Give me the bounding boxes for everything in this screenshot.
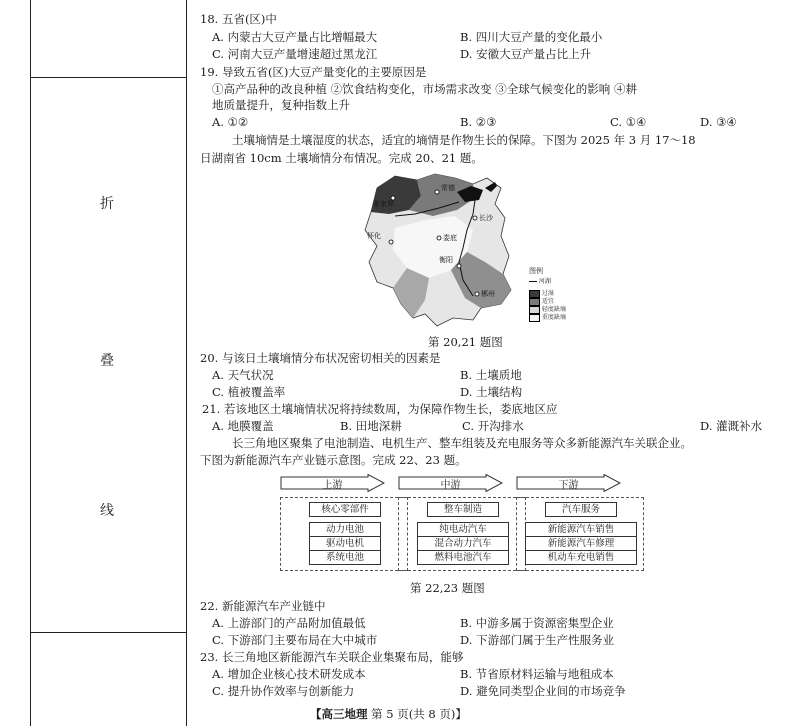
q19-option-c: C. ①④ [610, 115, 647, 129]
city-loudi: 娄底 [443, 234, 457, 242]
legend-river-label: 河湖 [538, 278, 551, 285]
footer-subject: 【高三地理 [310, 707, 368, 721]
legend-severe-deficit-swatch [529, 314, 540, 322]
stage-midstream [398, 474, 526, 571]
chain-caption: 第 22,23 题图 [410, 581, 485, 595]
q19-choices-line2: 地质量提升，复种指数上升 [212, 98, 350, 112]
upstream-item-2: 驱动电机 [309, 536, 381, 551]
city-chenzhou: 郴州 [481, 290, 495, 298]
legend-mild-deficit-label: 轻度缺墒 [541, 306, 566, 313]
fold-char-3: 线 [100, 503, 114, 519]
binding-margin [0, 0, 186, 726]
downstream-item-1: 新能源汽车销售 [525, 522, 637, 537]
city-huaihua: 怀化 [367, 232, 381, 240]
margin-top-divider [30, 77, 186, 78]
downstream-arrow-label: 下游 [558, 480, 579, 491]
fold-char-2: 叠 [100, 353, 114, 369]
q23-option-a: A. 增加企业核心技术研发成本 [212, 667, 366, 681]
margin-bottom-divider [30, 632, 186, 633]
midstream-item-3: 燃料电池汽车 [417, 550, 509, 565]
passage2-line1: 长三角地区聚集了电池制造、电机生产、整车组装及充电服务等众多新能源汽车关联企业。 [232, 436, 692, 450]
q22-option-d: D. 下游部门属于生产性服务业 [460, 633, 615, 647]
hunan-map-svg [355, 170, 635, 330]
downstream-arrow [516, 474, 644, 492]
q22-option-b: B. 中游多属于资源密集型企业 [460, 616, 614, 630]
stage-downstream [516, 474, 644, 571]
fold-char-1: 折 [100, 196, 114, 212]
midstream-box [398, 497, 526, 571]
midstream-item-1: 纯电动汽车 [417, 522, 509, 537]
exam-content [200, 0, 790, 726]
legend-river [529, 276, 551, 285]
q18-stem: 18. 五省(区)中 [200, 12, 277, 26]
city-hengyang: 衡阳 [439, 256, 453, 264]
midstream-title: 整车制造 [427, 502, 499, 517]
q20-stem: 20. 与该日土壤墒情分布状况密切相关的因素是 [200, 351, 441, 365]
legend-too-wet-label: 过湿 [541, 290, 554, 297]
q18-option-c: C. 河南大豆产量增速超过黑龙江 [212, 47, 378, 61]
city-changde: 常德 [441, 184, 455, 192]
downstream-title: 汽车服务 [545, 502, 617, 517]
q18-option-b: B. 四川大豆产量的变化最小 [460, 30, 603, 44]
upstream-item-3: 系统电池 [309, 550, 381, 565]
q22-option-c: C. 下游部门主要布局在大中城市 [212, 633, 378, 647]
legend-severe-deficit [529, 312, 566, 322]
legend-river-swatch [529, 281, 537, 282]
passage1-line1: 土壤墒情是土壤湿度的状态，适宜的墒情是作物生长的保障。下图为 2025 年 3 月 17～18 [232, 133, 696, 147]
q20-option-c: C. 植被覆盖率 [212, 385, 286, 399]
margin-right-rule [186, 0, 187, 726]
city-zhangjiajie: 张家界 [373, 200, 394, 208]
q23-stem: 23. 长三角地区新能源汽车关联企业集聚布局，能够 [200, 650, 464, 664]
q21-stem: 21. 若该地区土壤墒情状况将持续数周，为保障作物生长，娄底地区应 [202, 402, 558, 416]
midstream-arrow [398, 474, 526, 492]
q21-option-c: C. 开沟排水 [462, 419, 524, 433]
upstream-arrow-label: 上游 [322, 480, 343, 491]
page-footer [310, 706, 467, 722]
q23-option-d: D. 避免同类型企业间的市场竞争 [460, 684, 626, 698]
q21-option-a: A. 地膜覆盖 [212, 419, 274, 433]
legend-severe-deficit-label: 重度缺墒 [541, 314, 566, 321]
soil-moisture-map [355, 170, 635, 330]
industry-chain-diagram [280, 474, 700, 576]
q23-option-b: B. 节省原材料运输与地租成本 [460, 667, 614, 681]
q19-stem: 19. 导致五省(区)大豆产量变化的主要原因是 [200, 65, 427, 79]
q22-stem: 22. 新能源汽车产业链中 [200, 599, 326, 613]
q19-option-d: D. ③④ [700, 115, 737, 129]
downstream-box [516, 497, 644, 571]
q19-choices-line1: ①高产品种的改良种植 ②饮食结构变化，市场需求改变 ③全球气候变化的影响 ④耕 [212, 82, 637, 96]
city-changsha: 长沙 [479, 214, 493, 222]
q18-option-d: D. 安徽大豆产量占比上升 [460, 47, 592, 61]
upstream-item-1: 动力电池 [309, 522, 381, 537]
margin-left-rule [30, 0, 31, 726]
q19-option-b: B. ②③ [460, 115, 497, 129]
midstream-item-2: 混合动力汽车 [417, 536, 509, 551]
upstream-box [280, 497, 408, 571]
passage2-line2: 下图为新能源汽车产业链示意图。完成 22、23 题。 [200, 453, 467, 467]
q20-option-d: D. 土壤结构 [460, 385, 523, 399]
downstream-item-2: 新能源汽车修理 [525, 536, 637, 551]
legend-suitable-label: 适宜 [541, 298, 554, 305]
passage1-line2: 日湖南省 10cm 土壤墒情分布情况。完成 20、21 题。 [200, 151, 483, 165]
q21-option-b: B. 田地深耕 [340, 419, 402, 433]
stage-upstream [280, 474, 408, 571]
q18-option-a: A. 内蒙古大豆产量占比增幅最大 [212, 30, 378, 44]
q19-option-a: A. ①② [212, 115, 249, 129]
q20-option-b: B. 土壤质地 [460, 368, 522, 382]
footer-page: 第 5 页(共 8 页)】 [371, 707, 467, 721]
q22-option-a: A. 上游部门的产品附加值最低 [212, 616, 366, 630]
q20-option-a: A. 天气状况 [212, 368, 274, 382]
upstream-arrow [280, 474, 408, 492]
upstream-title: 核心零部件 [309, 502, 381, 517]
midstream-arrow-label: 中游 [440, 480, 461, 491]
legend-title: 图例 [529, 267, 543, 275]
q21-option-d: D. 灌溉补水 [700, 419, 763, 433]
map-caption: 第 20,21 题图 [428, 335, 503, 349]
q23-option-c: C. 提升协作效率与创新能力 [212, 684, 355, 698]
downstream-item-3: 机动车充电销售 [525, 550, 637, 565]
